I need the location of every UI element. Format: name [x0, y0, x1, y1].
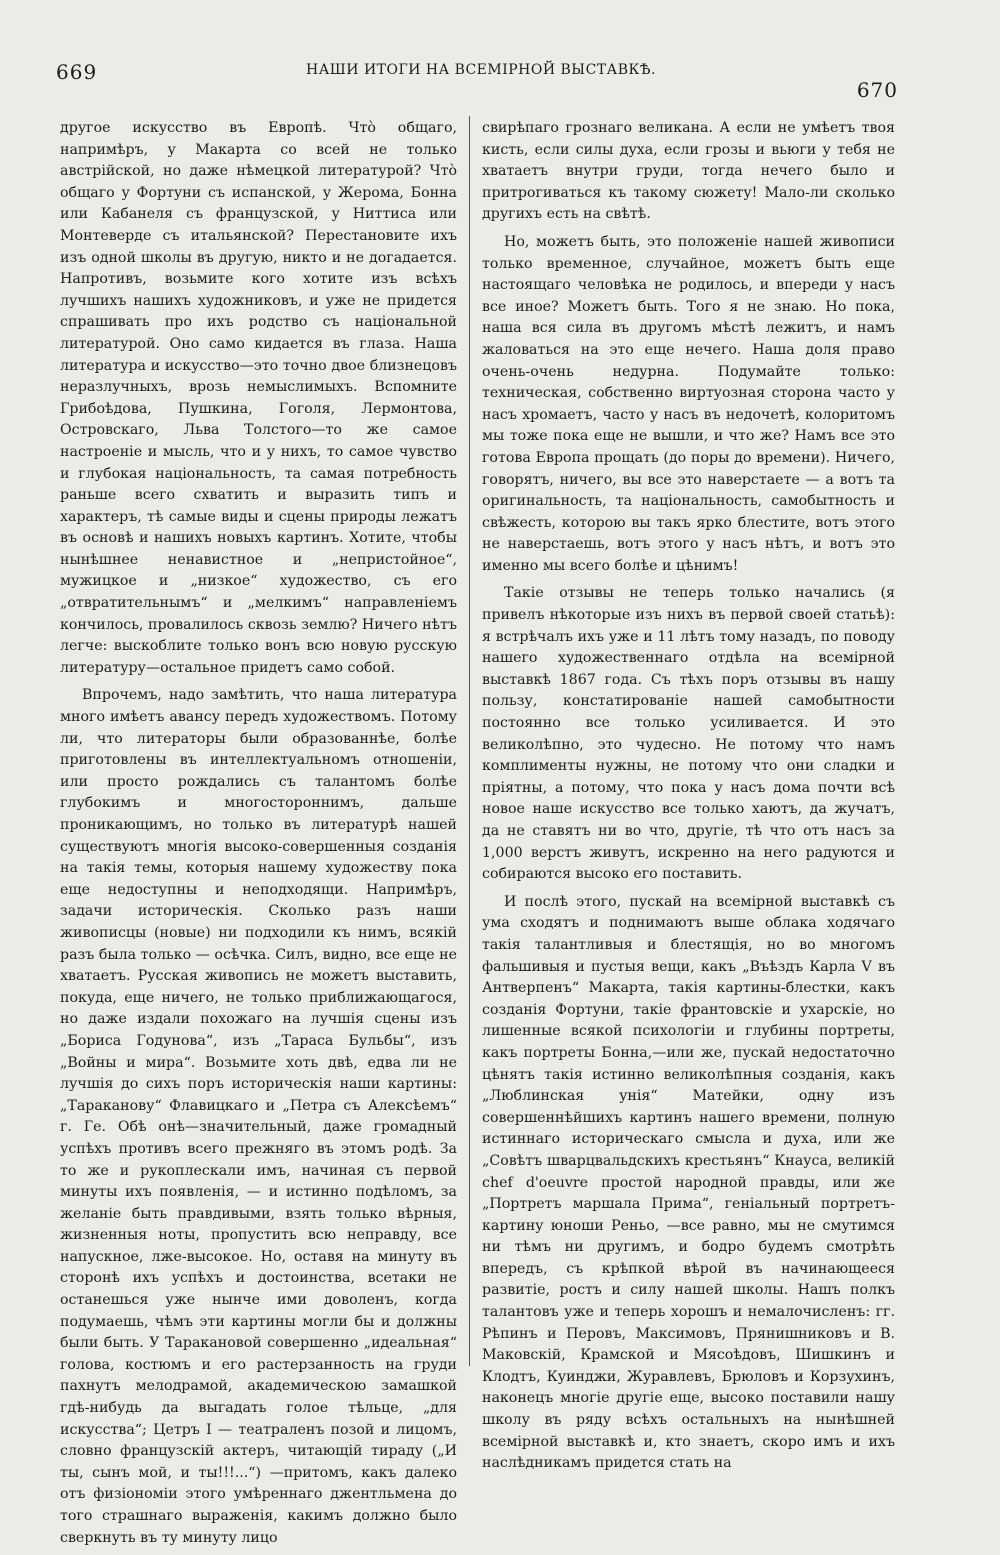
- column-divider: [469, 116, 470, 1366]
- right-column: [482, 118, 895, 1481]
- running-title: НАШИ ИТОГИ НА ВСЕМІРНОЙ ВЫСТАВКѢ.: [306, 62, 656, 78]
- paragraph: Такіе отзывы не теперь только начались (я привелъ нѣкоторые изъ нихъ въ первой своей статьѣ): я встрѣчалъ ихъ уже и 11 лѣтъ тому назадъ, по поводу нашего художественнаго отдѣла на всемірной выставкѣ 1867 года. Съ тѣхъ поръ отзывы въ нашу пользу, констатированіе нашей самобытности постоянно все только усиливается. И это великолѣпно, это чудесно. Не потому что намъ комплименты нужны, не потому что они сладки и пріятны, а потому, что пока у насъ дома почти всѣ новое наше искусство все только хаютъ, да жучатъ, да не ставятъ ни во что, другіе, тѣ что отъ насъ за 1,000 верстъ живутъ, искренно на него радуются и собираются высоко его поставить.: [482, 585, 895, 883]
- paragraph: свирѣпаго грознаго великана. А если не умѣетъ твоя кисть, если силы духа, если грозы и вьюги у тебя не хватаетъ внутри груди, тогда нечего было и притрогиваться къ такому сюжету! Мало-ли сколько другихъ есть на свѣтѣ.: [482, 120, 895, 223]
- page-header: [56, 58, 898, 108]
- paragraph: другое искусство въ Европѣ. Чтò общаго, напримѣръ, у Макарта со всей не только австрійской, но даже нѣмецкой литературой? Чтò общаго у Фортуни съ испанской, у Жерома, Бонна или Кабанеля съ французской, у Ниттиса или Монтеверде съ итальянской? Перестановите ихъ изъ одной школы въ другую, никто и не догадается. Напротивъ, возьмите кого хотите изъ всѣхъ лучшихъ нашихъ художниковъ, и уже не придется спрашивать про ихъ родство съ національной литературой. Оно само кидается въ глаза. Наша литература и искусство—это точно двое близнецовъ неразлучныхъ, врозь немыслимыхъ. Вспомните Грибоѣдова, Пушкина, Гоголя, Лермонтова, Островскаго, Льва Толстого—то же самое настроеніе и мысль, что и у нихъ, то самое чувство и глубокая національность, та самая потребность раньше всего схватить и выразить типъ и характеръ, тѣ самые виды и сцены природы лежатъ въ основѣ и нашихъ новыхъ картинъ. Хотите, чтобы нынѣшнее ненавистное и „непристойное“, мужицкое и „низкое“ художество, съ его „отвратительнымъ“ и „мелкимъ“ направленіемъ кончилось, провалилось сквозь землю? Ничего нѣтъ легче: выскоблите только вонъ всю новую русскую литературу—остальное придетъ само собой.: [60, 120, 457, 676]
- left-column: [60, 118, 457, 1555]
- paragraph: Впрочемъ, надо замѣтить, что наша литература много имѣетъ авансу передъ художествомъ. Потому ли, что литераторы были образованнѣе, болѣе приготовлены въ интеллектуальномъ отношеніи, или просто рождались съ талантомъ болѣе глубокимъ и многостороннимъ, дальше проникающимъ, но только въ литературѣ нашей существуютъ многія высоко-совершенныя созданія на такія темы, которыя нашему художеству пока еще недоступны и неподходящи. Напримѣръ, задачи историческія. Сколько разъ наши живописцы (новые) ни подходили къ нимъ, всякій разъ была только — осѣчка. Силъ, видно, все еще не хватаетъ. Русская живопись не можетъ выставить, покуда, еще ничего, не только приближающагося, но даже издали похожаго на лучшія сцены изъ „Бориса Годунова“, изъ „Тараса Бульбы“, изъ „Войны и мира“. Возьмите хоть двѣ, едва ли не лучшія до сихъ поръ историческія наши картины: „Тараканову“ Флавицкаго и „Петра съ Алексѣемъ“ г. Ге. Обѣ онѣ—значительный, даже громадный успѣхъ противъ всего прежняго въ этомъ родѣ. За то же и рукоплескали имъ, начиная съ первой минуты ихъ появленія, — и истинно подѣломъ, за желаніе быть правдивыми, взять только вѣрныя, жизненныя ноты, пропустить всю неправду, все напускное, лже-высокое. Но, оставя на минуту въ сторонѣ ихъ успѣхъ и достоинства, всетаки не останешься уже нынче ими доволенъ, когда подумаешь, чѣмъ эти картины могли бы и должны были быть. У Таракановой совершенно „идеальная“ голова, костюмъ и его растерзанность на груди пахнутъ мелодрамой, академическою замашкой гдѣ-нибудь да выгадать голое тѣльце, „для искусства“; Цетръ I — театраленъ позой и лицомъ, словно французскій актеръ, читающій тираду („И ты, сынъ мой, и ты!!!...“) —притомъ, какъ далеко отъ физіономіи этого умѣреннаго джентльмена до того страшнаго выраженія, какимъ должно было сверкнуть въ ту минуту лицо: [60, 687, 457, 1546]
- page-number-left: 669: [56, 60, 98, 84]
- paragraph: Но, можетъ быть, это положеніе нашей живописи только временное, случайное, можетъ быть еще настоящаго человѣка не родилось, и впереди у насъ все иное? Можетъ быть. Того я не знаю. Но пока, наша вся сила въ другомъ мѣстѣ лежитъ, и намъ жаловаться на это еще нечего. Наша доля право очень-очень недурна. Подумайте только: техническая, собственно виртуозная сторона часто у насъ хромаетъ, часто у насъ въ недочетѣ, колоритомъ мы тоже пока еще не вышли, и что же? Намъ все это готова Европа прощать (до поры до времени). Ничего, говорятъ, ничего, вы все это наверстаете — а вотъ та оригинальность, та національность, самобытность и свѣжесть, которою вы такъ ярко блестите, вотъ этого не наверстаешь, вотъ этого у насъ нѣтъ, и вотъ это именно мы всего болѣе и цѣнимъ!: [482, 233, 895, 574]
- paragraph: И послѣ этого, пускай на всемірной выставкѣ съ ума сходятъ и поднимаютъ выше облака ходячаго такія талантливыя и блестящія, но во многомъ фальшивыя и пустыя вещи, какъ „Въѣздъ Карла V въ Антверпенъ“ Макарта, такія картины-блестки, какъ созданія Фортуни, такіе франтовскіе и ухарскіе, но лишенные всякой психологіи и глубины портреты, какъ портреты Бонна,—или же, пускай недостаточно цѣнятъ такія истинно великолѣпныя созданія, какъ „Люблинская унія“ Матейки, одну изъ совершеннѣйшихъ картинъ нашего времени, полную истиннаго историческаго смысла и духа, или же „Совѣтъ шварцвальдскихъ крестьянъ“ Кнауса, великій chef d'oeuvre простой народной правды, или же „Портретъ маршала Прима“, геніальный портретъ-картину юноши Реньо, —все равно, мы не смутимся ни тѣмъ ни другимъ, и бодро будемъ смотрѣть впередъ, съ крѣпкой вѣрой въ начинающееся развитіе, ростъ и силу нашей школы. Нашъ полкъ талантовъ уже и теперь хорошъ и немалочисленъ: гг. Рѣпинъ и Перовъ, Максимовъ, Прянишниковъ и В. Маковскій, Крамской и Мясоѣдовъ, Шишкинъ и Клодтъ, Куинджи, Журавлевъ, Брюловъ и Корзухинъ, наконецъ многіе другіе еще, высоко поставили нашу школу въ ряду всѣхъ остальныхъ на нынѣшней всемірной выставкѣ и, кто знаетъ, скоро имъ и ихъ наслѣдникамъ придется стать на: [482, 893, 895, 1472]
- page-number-right: 670: [856, 78, 898, 102]
